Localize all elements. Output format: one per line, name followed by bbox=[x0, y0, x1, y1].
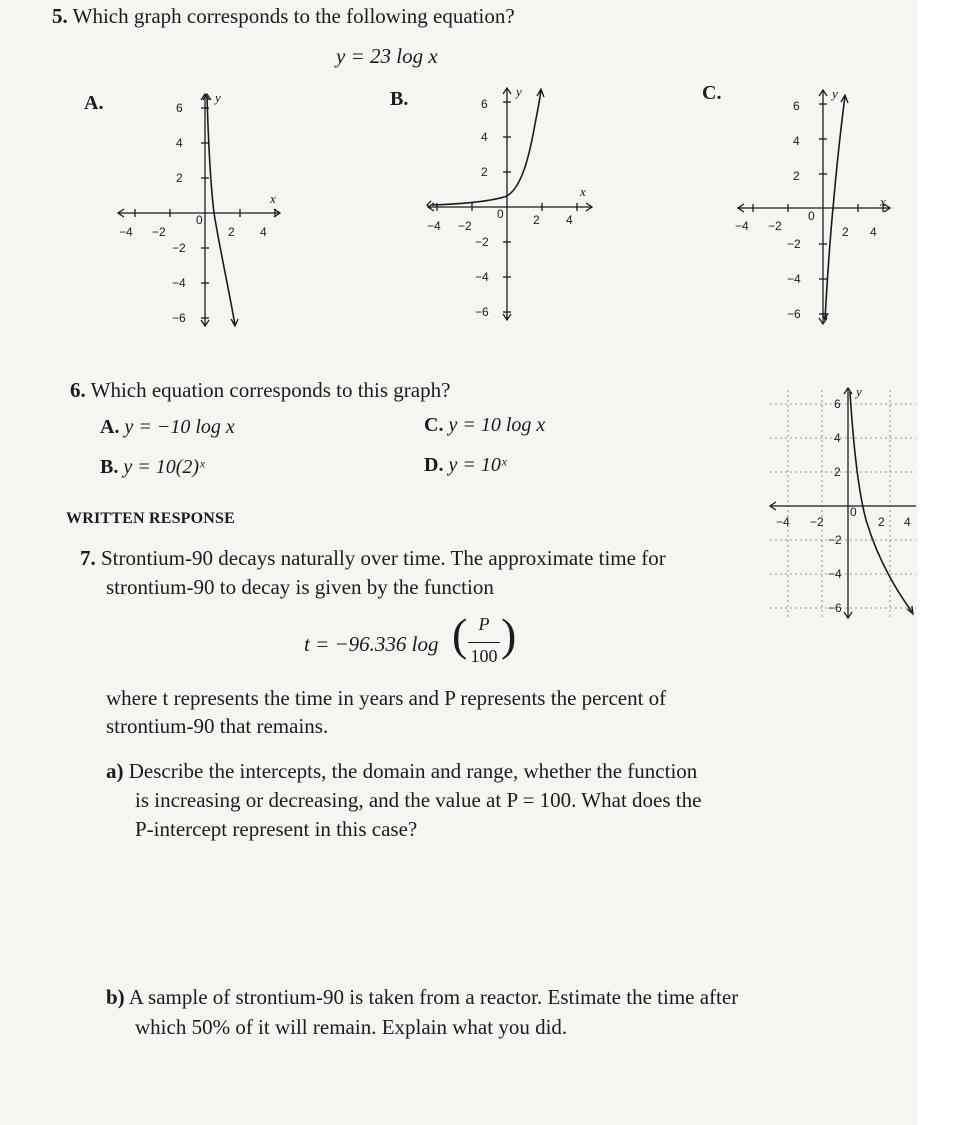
graph-a-xtick: 4 bbox=[260, 225, 267, 239]
formula-denominator: 100 bbox=[470, 646, 498, 666]
graph-q6-xtick: 2 bbox=[878, 515, 885, 529]
graph-b-ytick: −4 bbox=[475, 270, 489, 284]
graph-c-ytick: 4 bbox=[793, 134, 800, 148]
graph-q6-ytick: 2 bbox=[834, 465, 841, 479]
graph-b-ytick: −2 bbox=[475, 235, 489, 249]
graph-c-ytick: 6 bbox=[793, 99, 800, 113]
graph-a-ytick: −6 bbox=[172, 311, 186, 325]
graph-q6 bbox=[766, 380, 918, 622]
graph-q6-ytick: −2 bbox=[828, 533, 842, 547]
graph-a-y-label: y bbox=[215, 90, 221, 105]
graph-q6-ytick: 4 bbox=[834, 431, 841, 445]
formula-right-paren: ) bbox=[501, 609, 517, 660]
where-line-1: where t represents the time in years and P represents the percent of bbox=[106, 686, 667, 710]
graph-c-ytick: −2 bbox=[787, 237, 801, 251]
part-a-line-2: is increasing or decreasing, and the value at P = 100. What does the bbox=[135, 788, 702, 812]
graph-q6-ytick: −6 bbox=[828, 601, 842, 615]
graph-c bbox=[732, 84, 912, 329]
formula-left-paren: ( bbox=[452, 609, 468, 660]
graph-a-x-label: x bbox=[270, 191, 276, 206]
part-b-line-1 bbox=[106, 985, 738, 1010]
graph-q6-xtick: −2 bbox=[810, 515, 824, 529]
graph-b-x-label: x bbox=[580, 184, 586, 199]
q6-option-a-label: A. bbox=[100, 416, 120, 438]
graph-b-ytick: −6 bbox=[475, 305, 489, 319]
option-b-label: B. bbox=[390, 88, 409, 110]
q6-option-d-label: D. bbox=[424, 454, 444, 476]
graph-a-ytick: 6 bbox=[176, 101, 183, 115]
graph-c-x-label: x bbox=[880, 194, 886, 209]
part-a-line-1 bbox=[106, 759, 697, 784]
graph-b-xtick: 2 bbox=[533, 213, 540, 227]
graph-q6-xtick: 4 bbox=[904, 515, 911, 529]
graph-c-origin: 0 bbox=[808, 209, 815, 223]
graph-q6-y-label: y bbox=[856, 384, 862, 399]
formula-fraction-bar bbox=[468, 642, 500, 643]
q6-option-d bbox=[424, 454, 506, 477]
graph-a-ytick: −4 bbox=[172, 276, 186, 290]
graph-c-y-label: y bbox=[832, 86, 838, 101]
question-7-line-2: strontium-90 to decay is given by the function bbox=[106, 575, 494, 599]
q6-option-a bbox=[100, 416, 235, 439]
graph-b-xtick: −4 bbox=[427, 219, 441, 233]
graph-b-xtick: 4 bbox=[566, 213, 573, 227]
question-7-text: Strontium-90 decays naturally over time. The approximate time for bbox=[101, 546, 666, 570]
graph-c-xtick: −2 bbox=[768, 219, 782, 233]
where-line-2: strontium-90 that remains. bbox=[106, 714, 329, 738]
part-b-line-2: which 50% of it will remain. Explain what you did. bbox=[135, 1015, 568, 1039]
graph-c-ytick: −6 bbox=[787, 307, 801, 321]
q6-option-b-text: y = 10(2)ˣ bbox=[123, 456, 205, 478]
graph-a-ytick: −2 bbox=[172, 241, 186, 255]
q6-option-b-label: B. bbox=[100, 456, 119, 478]
question-7-line-1 bbox=[80, 546, 666, 571]
written-response-heading: WRITTEN RESPONSE bbox=[66, 510, 236, 527]
question-5 bbox=[52, 4, 515, 29]
q6-option-c-text: y = 10 log x bbox=[448, 414, 546, 436]
question-5-number: 5. bbox=[52, 4, 68, 28]
graph-c-xtick: −4 bbox=[735, 219, 749, 233]
graph-q6-ytick: 6 bbox=[834, 397, 841, 411]
graph-b-ytick: 4 bbox=[481, 130, 488, 144]
question-6-number: 6. bbox=[70, 378, 86, 402]
q6-option-c-label: C. bbox=[424, 414, 444, 436]
q6-option-b bbox=[100, 456, 205, 479]
graph-q6-ytick: −4 bbox=[828, 567, 842, 581]
graph-a-xtick: −4 bbox=[119, 225, 133, 239]
graph-c-xtick: 4 bbox=[870, 225, 877, 239]
graph-a bbox=[110, 90, 290, 335]
graph-b-origin: 0 bbox=[497, 207, 504, 221]
formula-lhs: t = −96.336 log bbox=[304, 632, 439, 656]
graph-b-y-label: y bbox=[516, 84, 522, 99]
graph-c-xtick: 2 bbox=[842, 225, 849, 239]
part-a-line-3: P-intercept represent in this case? bbox=[135, 817, 418, 841]
q6-option-d-text: y = 10ˣ bbox=[448, 454, 507, 476]
graph-q6-xtick: −4 bbox=[776, 515, 790, 529]
graph-c-ytick: 2 bbox=[793, 169, 800, 183]
graph-b-ytick: 2 bbox=[481, 165, 488, 179]
part-a-text-1: Describe the intercepts, the domain and range, whether the function bbox=[128, 759, 698, 783]
formula-numerator: P bbox=[478, 614, 490, 634]
question-5-equation: y = 23 log x bbox=[336, 44, 438, 68]
graph-c-ytick: −4 bbox=[787, 272, 801, 286]
question-5-text: Which graph corresponds to the following equation? bbox=[72, 4, 515, 28]
graph-a-origin: 0 bbox=[196, 213, 203, 227]
part-b-text-1: A sample of strontium-90 is taken from a reactor. Estimate the time after bbox=[128, 985, 739, 1009]
question-6-text: Which equation corresponds to this graph? bbox=[90, 378, 451, 402]
graph-b-xtick: −2 bbox=[458, 219, 472, 233]
graph-b-ytick: 6 bbox=[481, 97, 488, 111]
graph-q6-origin: 0 bbox=[850, 505, 857, 519]
graph-a-xtick: −2 bbox=[152, 225, 166, 239]
option-a-label: A. bbox=[84, 92, 104, 114]
option-c-label: C. bbox=[702, 82, 722, 104]
graph-a-ytick: 4 bbox=[176, 136, 183, 150]
question-6 bbox=[70, 378, 450, 403]
part-b-label: b) bbox=[106, 985, 125, 1009]
graph-a-xtick: 2 bbox=[228, 225, 235, 239]
graph-b bbox=[420, 84, 600, 329]
q6-option-a-text: y = −10 log x bbox=[124, 416, 235, 438]
page-edge bbox=[918, 0, 957, 1125]
q6-option-c bbox=[424, 414, 545, 437]
graph-a-ytick: 2 bbox=[176, 171, 183, 185]
question-7-number: 7. bbox=[80, 546, 96, 570]
part-a-label: a) bbox=[106, 759, 124, 783]
